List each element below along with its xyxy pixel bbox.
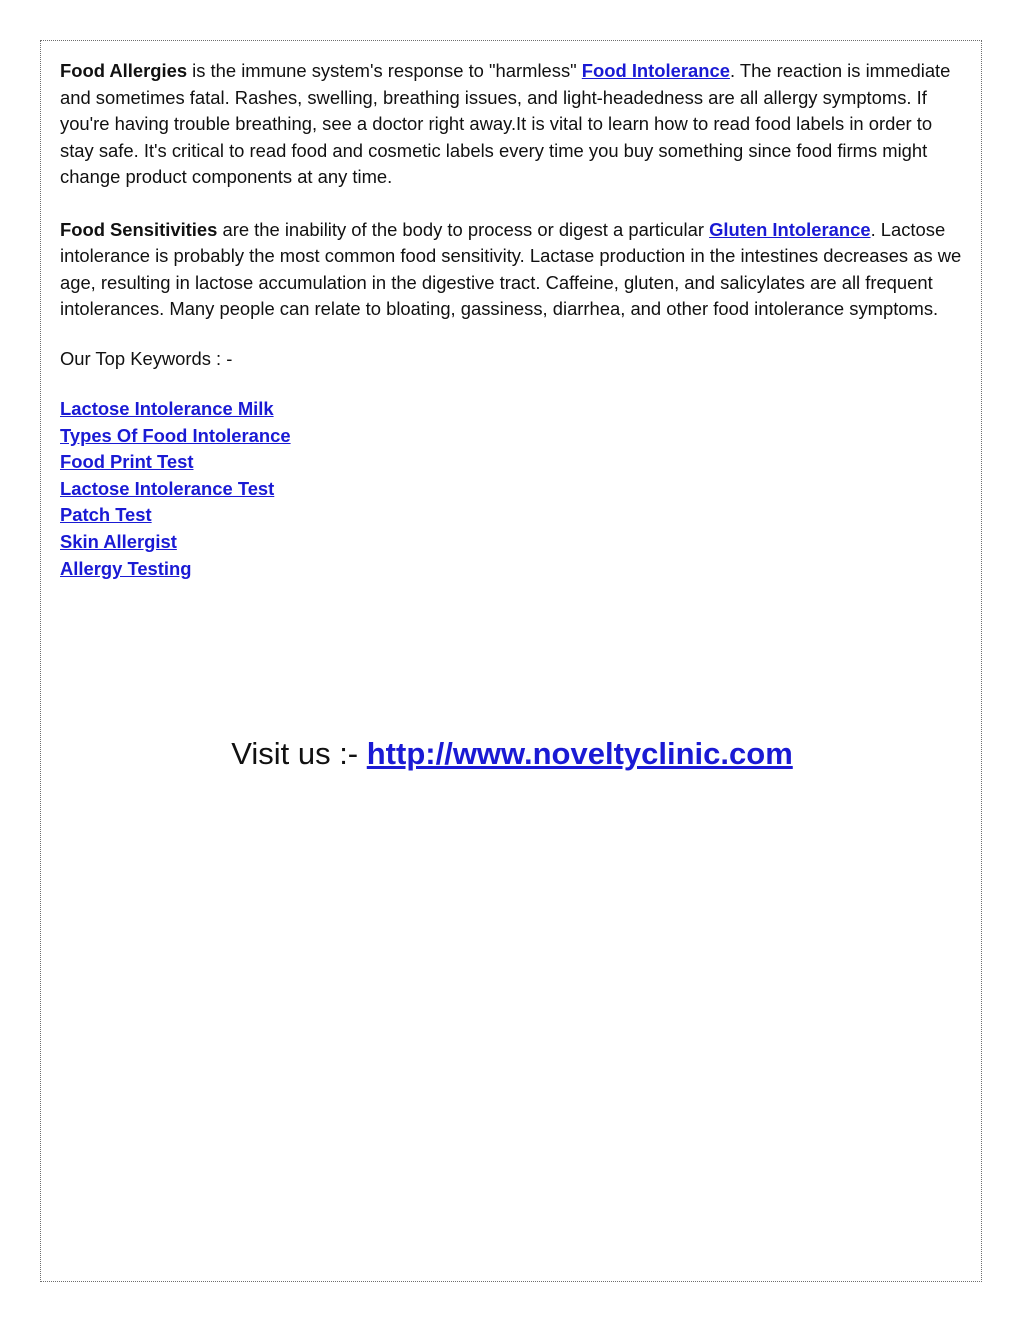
top-keywords-label: Our Top Keywords : - — [60, 347, 233, 369]
keyword-item — [60, 449, 965, 476]
food-sensitivities-text-after: . Lactose intolerance is probably the most common food sensitivity. Lactase production in the intestines decreases as we age, resulting in lactose accumulation in the digestive tract. Caffeine, gluten, and salicylates are all frequent intolerances. Many people can relate to bloating, gassiness, diarrhea, and other food intolerance symptoms. — [60, 218, 962, 319]
keyword-link-lactose-intolerance-test[interactable]: Lactose Intolerance Test — [60, 477, 275, 499]
keyword-item — [60, 529, 965, 556]
gluten-intolerance-link[interactable]: Gluten Intolerance — [709, 218, 871, 240]
keyword-link-skin-allergist[interactable]: Skin Allergist — [60, 530, 177, 552]
visit-us-label: Visit us :- — [231, 736, 367, 771]
keyword-link-types-of-food-intolerance[interactable]: Types Of Food Intolerance — [60, 424, 291, 446]
food-allergies-text-before: is the immune system's response to "harmless" — [187, 60, 582, 81]
keyword-item — [60, 476, 965, 503]
keyword-link-patch-test[interactable]: Patch Test — [60, 504, 152, 526]
keyword-item — [60, 396, 965, 423]
food-allergies-text-after: . The reaction is immediate and sometimes fatal. Rashes, swelling, breathing issues, and light-headedness are all allergy symptoms. If you're having trouble breathing, see a doctor right away.It is vital to learn how to read food labels in order to stay safe. It's critical to read food and cosmetic labels every time you buy something since food firms might change product components at any time. — [60, 60, 951, 187]
food-sensitivities-text-before: are the inability of the body to process or digest a particular — [217, 218, 710, 240]
keyword-item — [60, 502, 965, 529]
keyword-link-food-print-test[interactable]: Food Print Test — [60, 451, 194, 473]
keyword-link-allergy-testing[interactable]: Allergy Testing — [60, 557, 192, 579]
document-body — [60, 58, 965, 582]
keyword-list — [60, 396, 965, 582]
food-allergies-paragraph — [60, 58, 965, 191]
visit-us-line — [0, 734, 1024, 774]
food-sensitivities-paragraph — [60, 217, 965, 323]
website-link[interactable]: http://www.noveltyclinic.com — [366, 736, 793, 771]
keyword-link-lactose-intolerance-milk[interactable]: Lactose Intolerance Milk — [60, 398, 274, 419]
food-allergies-term: Food Allergies — [60, 60, 188, 81]
food-intolerance-link[interactable]: Food Intolerance — [581, 60, 730, 81]
keyword-item — [60, 423, 965, 450]
keyword-item — [60, 556, 965, 583]
food-sensitivities-term: Food Sensitivities — [60, 218, 218, 240]
